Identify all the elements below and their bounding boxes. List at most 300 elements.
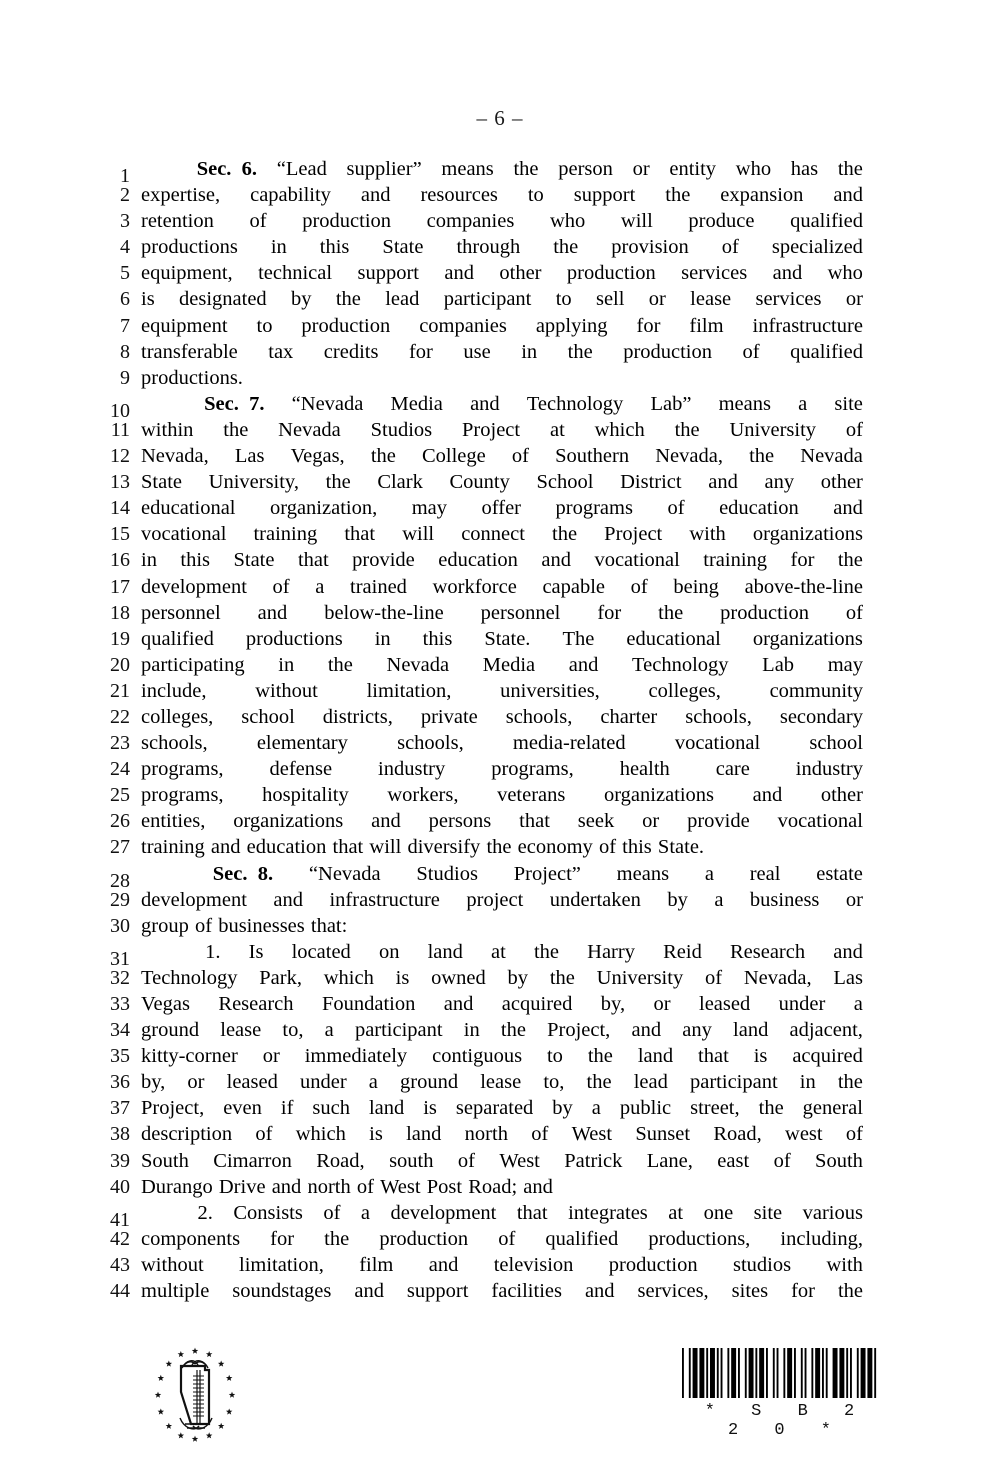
word: secondary	[779, 705, 863, 728]
word: training	[253, 523, 318, 546]
word: The	[562, 627, 595, 650]
word: school	[809, 732, 863, 755]
word: Reid	[663, 940, 702, 963]
word: a	[360, 1201, 370, 1224]
word: programs,	[141, 784, 224, 807]
word: is	[141, 288, 155, 311]
word: means	[616, 862, 670, 885]
word: programs,	[491, 758, 574, 781]
line-number: 19	[110, 627, 130, 650]
line-number: 44	[110, 1280, 130, 1303]
word: this	[180, 549, 211, 572]
word: organizations	[603, 784, 715, 807]
word: a	[704, 862, 714, 885]
line-number: 22	[110, 705, 130, 728]
word: is	[369, 1123, 383, 1146]
word: trained	[350, 575, 407, 598]
bill-text-line	[96, 861, 886, 892]
word: the	[658, 601, 684, 624]
word: if	[280, 1097, 294, 1120]
word: film	[359, 1253, 394, 1276]
word: and	[584, 1280, 615, 1303]
word: lease	[480, 1071, 522, 1094]
bill-text-line	[96, 913, 886, 939]
word: training	[703, 549, 768, 572]
word: acquired	[501, 993, 573, 1015]
word: University	[729, 418, 817, 441]
word: lead	[385, 288, 420, 311]
word: lead	[633, 1071, 668, 1094]
word: School	[536, 471, 594, 494]
line-content	[141, 469, 886, 495]
word: the	[327, 653, 353, 676]
word: organizations	[233, 810, 344, 833]
word: infrastructure	[752, 314, 863, 337]
word: elementary	[256, 732, 348, 755]
word: or	[262, 1045, 280, 1068]
word: that	[297, 549, 329, 572]
word: Post	[426, 1175, 463, 1198]
word: and	[443, 993, 474, 1015]
bill-text-line	[96, 521, 886, 547]
subsection-number: 1.	[205, 940, 221, 963]
word: lease	[690, 288, 732, 311]
word: which	[323, 966, 374, 989]
barcode-label: * S B 2 2 0 *	[704, 1402, 868, 1440]
line-content	[141, 521, 886, 547]
line-number: 31	[110, 947, 130, 970]
line-content	[141, 1043, 886, 1069]
word: Las	[234, 445, 265, 468]
bill-text-line	[96, 1200, 886, 1231]
paragraph-indent	[141, 939, 177, 965]
word: the	[837, 549, 863, 572]
word: media-related	[512, 732, 626, 755]
line-content	[141, 1095, 886, 1121]
word: description	[141, 1123, 233, 1146]
word: Cimarron	[213, 1149, 292, 1172]
word: care	[715, 758, 750, 781]
word: and	[708, 471, 738, 494]
line-number: 36	[110, 1071, 130, 1094]
word: entities,	[141, 810, 206, 833]
word: for	[270, 1227, 295, 1250]
word: schools,	[397, 732, 464, 755]
word: development	[141, 888, 247, 911]
word: who	[827, 262, 863, 285]
word: West	[499, 1149, 540, 1172]
line-number: 29	[110, 888, 130, 911]
word: contiguous	[432, 1045, 523, 1068]
word: north	[464, 1123, 508, 1146]
word: a	[315, 575, 325, 598]
word: of	[498, 1227, 516, 1250]
word: Technology	[632, 653, 729, 676]
word: offer	[481, 497, 522, 520]
word: this	[622, 836, 652, 859]
bill-text-line	[96, 443, 886, 469]
word: Media	[390, 392, 443, 415]
bill-text-line	[96, 1174, 886, 1200]
word: Park,	[259, 966, 302, 989]
word: and	[354, 1280, 384, 1303]
word: sell	[595, 288, 625, 311]
bill-text-line	[96, 652, 886, 678]
line-content	[141, 913, 886, 939]
word: services,	[637, 1280, 709, 1303]
word: of	[667, 497, 685, 520]
word: located	[291, 940, 351, 963]
word: of	[356, 1175, 374, 1198]
word: production	[720, 601, 809, 624]
word: is	[395, 966, 410, 989]
word: of	[511, 445, 529, 468]
word: leased	[699, 993, 751, 1015]
word: defense	[269, 758, 333, 781]
barcode-bars	[682, 1348, 878, 1398]
word: the	[749, 445, 775, 468]
line-content	[141, 782, 886, 808]
word: in	[141, 549, 157, 572]
word: various	[802, 1201, 863, 1224]
line-content	[141, 678, 886, 704]
word: development	[141, 575, 247, 598]
word: connect	[461, 523, 525, 546]
line-number: 14	[110, 497, 130, 520]
line-content	[141, 547, 886, 573]
word: owned	[431, 966, 486, 989]
line-number: 18	[110, 601, 130, 624]
bill-body-text	[96, 156, 886, 1304]
word: integrates	[568, 1201, 648, 1224]
word: land	[637, 1045, 674, 1068]
word: produce	[688, 210, 755, 233]
word: which	[295, 1123, 346, 1146]
line-number: 26	[110, 810, 130, 833]
word: companies	[426, 210, 515, 233]
word: other	[820, 784, 863, 807]
word: will	[369, 836, 402, 859]
word: for	[790, 549, 815, 572]
word: support	[357, 262, 419, 285]
word: credits	[323, 340, 379, 363]
word: a	[368, 1071, 378, 1094]
word: which	[594, 418, 645, 441]
line-content	[141, 834, 886, 860]
bill-text-line	[96, 469, 886, 495]
word: by,	[141, 1071, 166, 1094]
word: to	[256, 314, 273, 337]
word: west	[785, 1123, 823, 1146]
word: South	[815, 1149, 863, 1172]
word: West	[380, 1175, 421, 1198]
word: the	[486, 836, 512, 859]
line-number: 39	[110, 1149, 130, 1172]
line-number: 35	[110, 1045, 130, 1068]
word: production	[302, 210, 392, 233]
word: Studios	[370, 418, 433, 441]
word: the	[223, 418, 249, 441]
word: and	[833, 940, 863, 963]
word: the	[587, 1045, 613, 1068]
line-number: 32	[110, 966, 130, 989]
word: lease	[220, 1019, 262, 1042]
line-number: 23	[110, 732, 130, 755]
word: of	[845, 601, 863, 624]
word: services	[681, 262, 748, 285]
word: Project	[462, 418, 521, 441]
line-content	[141, 1069, 886, 1095]
word: equipment,	[141, 262, 233, 285]
word: to	[527, 184, 544, 207]
bill-text-line	[96, 260, 886, 286]
word: schools,	[505, 705, 573, 728]
word: expansion	[720, 184, 804, 207]
word: that:	[310, 914, 348, 937]
word: person	[558, 158, 613, 180]
word: productions	[141, 236, 238, 259]
line-content	[141, 574, 886, 600]
word: Road;	[468, 1175, 518, 1198]
word: or	[187, 1071, 205, 1094]
word: north	[307, 1175, 351, 1198]
paragraph-indent	[141, 1200, 177, 1226]
bill-text-line	[96, 678, 886, 704]
word: provision	[611, 236, 689, 259]
word: entity	[669, 158, 717, 180]
word: industry	[795, 758, 863, 781]
word: expertise,	[141, 184, 221, 207]
bill-text-line	[96, 1121, 886, 1147]
word: and	[470, 392, 500, 415]
bill-text-line	[96, 313, 886, 339]
word: West	[571, 1123, 613, 1146]
word: State	[233, 549, 275, 572]
word: qualified	[141, 627, 214, 650]
word: immediately	[304, 1045, 408, 1068]
word: Nevada,	[655, 445, 723, 468]
word: adjacent,	[789, 1019, 863, 1042]
word: and	[833, 497, 863, 520]
word: Project,	[141, 1097, 205, 1120]
word: Nevada	[800, 445, 863, 468]
bill-text-line	[96, 1226, 886, 1252]
word: through	[456, 236, 521, 259]
line-content	[141, 1174, 886, 1200]
line-number: 7	[120, 314, 130, 337]
word: Road,	[316, 1149, 365, 1172]
word: personnel	[141, 601, 221, 624]
word: educational	[626, 627, 721, 650]
word: the	[553, 236, 579, 259]
word: acquired	[792, 1045, 863, 1068]
word: or	[845, 888, 863, 911]
line-content	[141, 704, 886, 730]
word: capable	[542, 575, 606, 598]
line-number: 20	[110, 653, 130, 676]
word: Project,	[547, 1019, 611, 1042]
bill-text-line	[96, 1278, 886, 1304]
word: of	[598, 836, 617, 859]
word: Nevada	[278, 418, 341, 441]
word: undertaken	[549, 888, 641, 911]
word: by,	[600, 993, 626, 1015]
word: site	[834, 392, 863, 415]
line-content	[141, 417, 886, 443]
word: participant	[443, 288, 532, 311]
word: east	[717, 1149, 750, 1172]
word: vocational	[594, 549, 680, 572]
word: organizations	[752, 627, 863, 650]
line-content	[141, 495, 886, 521]
word: is	[753, 1045, 768, 1068]
word: capability	[250, 184, 331, 207]
line-number: 5	[120, 262, 130, 285]
word: television	[493, 1253, 574, 1276]
line-content	[141, 260, 886, 286]
line-number: 40	[110, 1175, 130, 1198]
word: the	[758, 1097, 784, 1120]
line-content	[141, 626, 886, 652]
word: leased	[226, 1071, 278, 1094]
word: State	[141, 471, 182, 494]
word: to,	[543, 1071, 565, 1094]
word: to,	[282, 1019, 304, 1042]
word: Project”	[513, 862, 581, 885]
bill-text-line	[96, 782, 886, 808]
word: Las	[833, 966, 863, 989]
line-content	[141, 1252, 886, 1278]
line-number: 43	[110, 1253, 130, 1276]
word: districts,	[322, 705, 393, 728]
word: qualified	[790, 210, 863, 233]
word: State.	[484, 627, 531, 650]
word: or	[632, 158, 650, 180]
bill-text-line	[96, 991, 886, 1017]
word: such	[312, 1097, 350, 1120]
word: of	[773, 1149, 791, 1172]
line-number: 13	[110, 471, 130, 494]
line-content	[141, 286, 886, 312]
word: that	[332, 836, 364, 859]
bill-text-line	[96, 626, 886, 652]
word: infrastructure	[329, 888, 440, 911]
word: Lane,	[646, 1149, 693, 1172]
word: sites	[731, 1280, 769, 1303]
word: ground	[400, 1071, 459, 1094]
word: programs	[555, 497, 633, 520]
word: at	[668, 1201, 684, 1224]
word: for	[597, 601, 622, 624]
word: the	[586, 1071, 612, 1094]
word: the	[837, 1280, 863, 1303]
word: the	[552, 523, 578, 546]
word: specialized	[771, 236, 863, 259]
word: business	[749, 888, 820, 911]
word: schools,	[685, 705, 752, 728]
bill-text-line	[96, 808, 886, 834]
word: the	[500, 1019, 526, 1042]
word: organization,	[270, 497, 378, 520]
word: of	[249, 210, 267, 233]
word: production	[608, 1253, 698, 1276]
word: may	[411, 497, 448, 520]
word: Nevada	[386, 653, 450, 676]
nevada-state-seal-icon	[152, 1340, 248, 1448]
word: general	[802, 1097, 863, 1120]
word: provide	[687, 810, 750, 833]
word: hospitality	[262, 784, 349, 807]
word: with	[689, 523, 726, 546]
word: under	[299, 1071, 347, 1094]
line-content	[141, 1278, 886, 1304]
word: and	[371, 810, 401, 833]
word: production	[301, 314, 391, 337]
word: participant	[354, 1019, 443, 1042]
word: multiple	[141, 1280, 210, 1303]
bill-text-line	[96, 234, 886, 260]
word: to	[546, 1045, 563, 1068]
word: Consists	[233, 1201, 303, 1224]
word: without	[141, 1253, 204, 1276]
bill-text-line	[96, 730, 886, 756]
word: support	[573, 184, 636, 207]
word: may	[827, 653, 863, 676]
word: or	[653, 993, 671, 1015]
word: film	[689, 314, 724, 337]
word: Vegas,	[290, 445, 345, 468]
word: being	[673, 575, 719, 598]
word: in	[799, 1071, 816, 1094]
word: that	[519, 810, 550, 833]
word: for	[408, 340, 433, 363]
word: use	[463, 340, 491, 363]
word: vocational	[141, 523, 227, 546]
line-content	[141, 339, 886, 365]
word: this	[319, 236, 350, 259]
word: in	[463, 1019, 480, 1042]
word: Nevada,	[141, 445, 209, 468]
word: the	[837, 1071, 863, 1094]
word: of	[845, 1123, 863, 1146]
word: this	[422, 627, 453, 650]
line-content	[141, 808, 886, 834]
bill-text-line	[96, 417, 886, 443]
word: Research	[218, 993, 294, 1015]
word: Sunset	[635, 1123, 691, 1146]
word: soundstages	[232, 1280, 332, 1303]
word: of	[704, 966, 723, 989]
word: health	[619, 758, 670, 781]
line-content	[141, 1226, 886, 1252]
word: companies	[419, 314, 507, 337]
word: the	[665, 184, 691, 207]
word: resources	[420, 184, 498, 207]
bill-text-line	[96, 887, 886, 913]
word: and	[752, 784, 783, 807]
bill-text-line	[96, 286, 886, 312]
word: south	[389, 1149, 434, 1172]
word: services	[755, 288, 822, 311]
word: means	[718, 392, 771, 415]
line-number: 27	[110, 836, 130, 859]
word: of	[255, 1123, 273, 1146]
word: any	[764, 471, 795, 494]
bill-text-line	[96, 495, 886, 521]
word: diversify	[407, 836, 481, 859]
word: real	[749, 862, 781, 885]
word: studios	[732, 1253, 792, 1276]
